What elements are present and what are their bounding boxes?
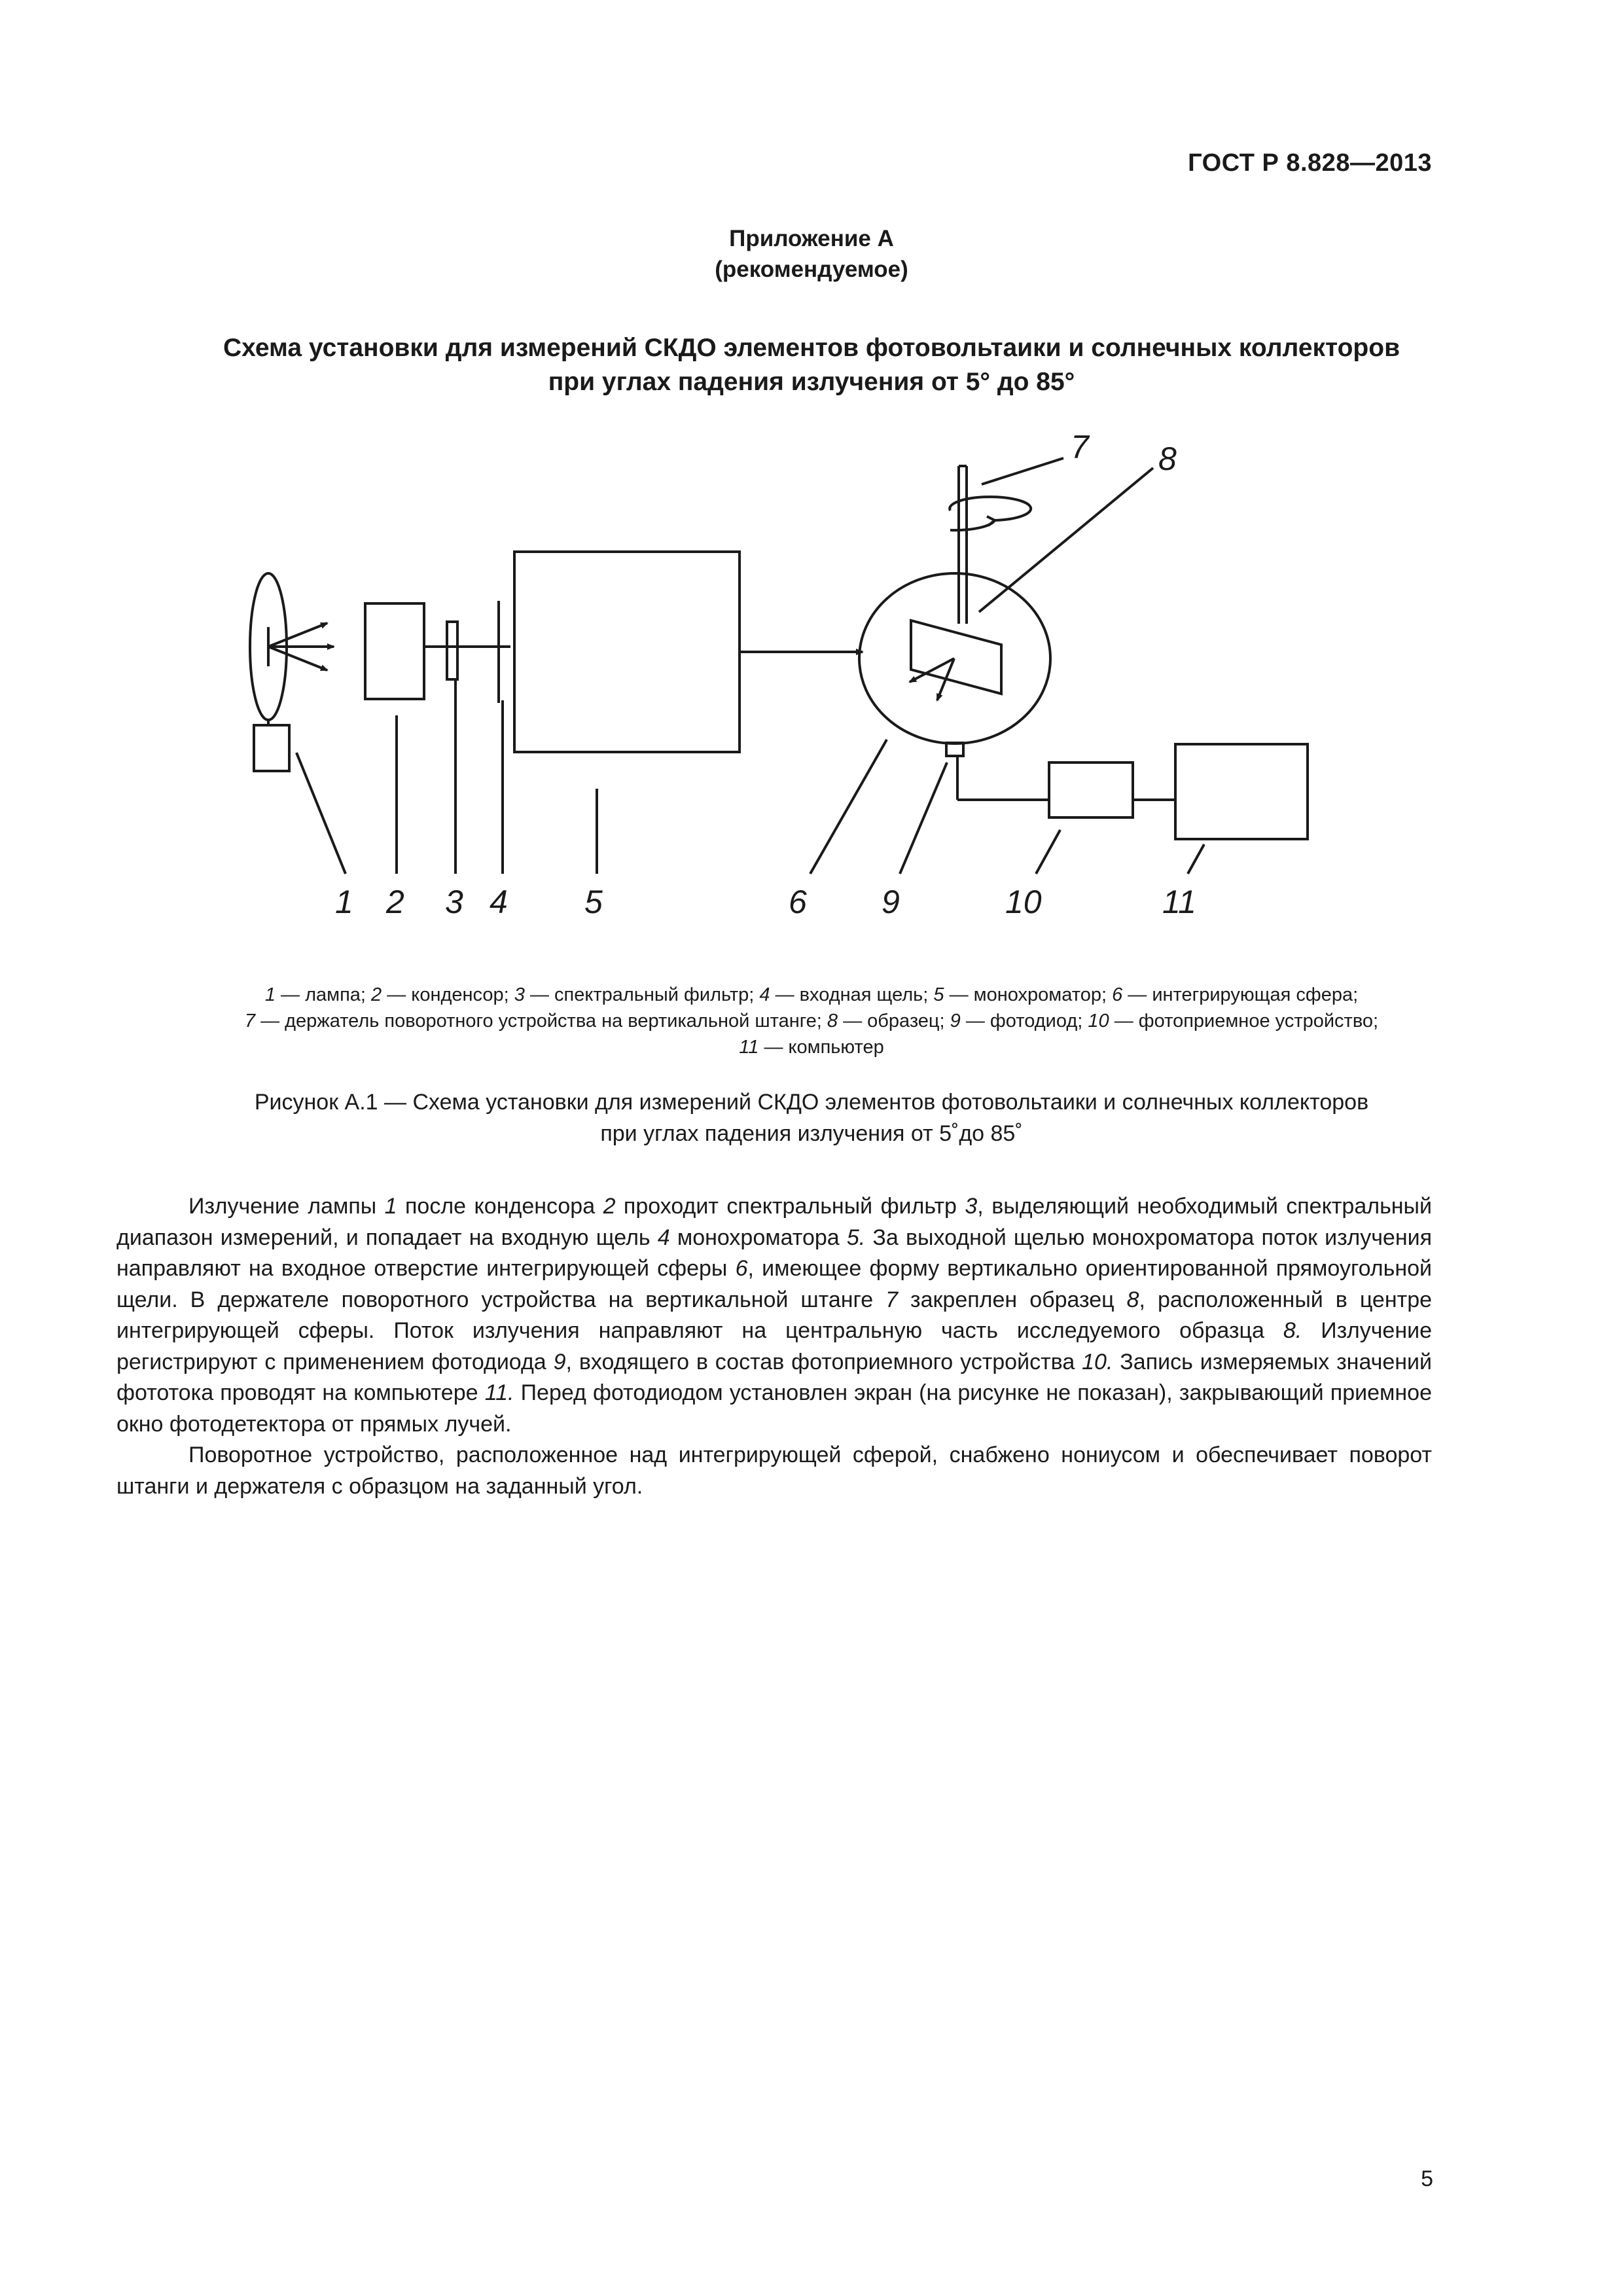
sample xyxy=(911,620,1001,694)
label-7: 7 xyxy=(1071,429,1089,465)
body-text xyxy=(116,1191,1432,1502)
setup-diagram xyxy=(0,393,1623,929)
label-2: 2 xyxy=(386,884,404,920)
condenser xyxy=(365,603,424,699)
paragraph-1: Излучение лампы 1 после конденсора 2 проходит спектральный фильтр 3, выделяющий необходимый спектральный диапазон измерений, и попадает на входную щель 4 монохроматора 5. За выходной щелью монохроматора поток излучения направляют на входное отверстие интегрирующей сферы 6, имеющее форму вертикально ориентированной прямоугольной щели. В держателе поворотного устройства на вертикальной штанге 7 закреплен образец 8, расположенный в центре интегрирующей сферы. Поток излучения направляют на центральную часть исследуемого образца 8. Излучение регистрируют с применением фотодиода 9, входящего в состав фотоприемного устройства 10. Запись измеряемых значений фототока проводят на компьютере 11. Перед фотодиодом установлен экран (на рисунке не показан), закрывающий приемное окно фотодетектора от прямых лучей. xyxy=(116,1194,1433,1437)
label-6: 6 xyxy=(789,884,807,920)
legend-line-1: 1 — лампа; 2 — конденсор; 3 — спектральный фильтр; 4 — входная щель; 5 — монохроматор; 6 — интегрирующая сфера; xyxy=(264,984,1359,1005)
legend-line-3: 11 — компьютер xyxy=(739,1037,884,1058)
label-11: 11 xyxy=(1162,884,1196,920)
spectral-filter xyxy=(447,622,457,679)
page-number: 5 xyxy=(1421,2166,1433,2191)
label-3: 3 xyxy=(445,884,463,920)
appendix-status: (рекомендуемое) xyxy=(715,257,908,282)
label-1: 1 xyxy=(335,884,353,920)
figure-caption-line-2: при углах падения излучения от 5˚до 85˚ xyxy=(600,1121,1023,1146)
monochromator xyxy=(514,552,740,752)
figure-caption-line-1: Рисунок А.1 — Схема установки для измерений СКДО элементов фотовольтаики и солнечных коллекторов xyxy=(254,1090,1369,1115)
label-8: 8 xyxy=(1158,440,1177,477)
lamp xyxy=(250,573,334,771)
title-line-2: при углах падения излучения от 5° до 85° xyxy=(548,368,1075,396)
computer xyxy=(1175,744,1308,839)
label-4: 4 xyxy=(490,884,508,920)
standard-id: ГОСТ Р 8.828—2013 xyxy=(1188,149,1432,177)
label-10: 10 xyxy=(1005,884,1042,920)
title-line-1: Схема установки для измерений СКДО элементов фотовольтаики и солнечных коллекторов xyxy=(223,334,1400,362)
label-5: 5 xyxy=(584,884,603,920)
paragraph-2: Поворотное устройство, расположенное над интегрирующей сферой, снабжено нониусом и обеспечивает поворот штанги и держателя с образцом на заданный угол. xyxy=(116,1443,1432,1499)
appendix-name: Приложение А xyxy=(729,226,894,251)
integrating-sphere xyxy=(859,573,1050,744)
rotation-holder xyxy=(950,466,1031,624)
photodetector xyxy=(1049,762,1133,817)
legend-line-2: 7 — держатель поворотного устройства на вертикальной штанге; 8 — образец; 9 — фотодиод; 10 — фотоприемное устройство; xyxy=(244,1011,1379,1031)
label-9: 9 xyxy=(882,884,900,920)
